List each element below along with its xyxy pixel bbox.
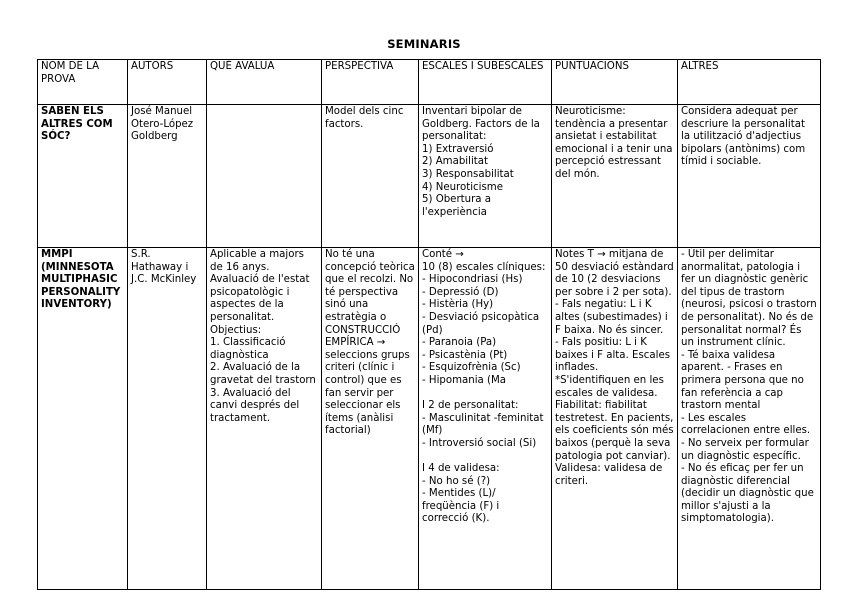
test-name-cell: MMPI (MINNESOTA MULTIPHASIC PERSONALITY INVENTORY) [38,248,128,590]
header-cell-authors: AUTORS [128,60,207,105]
test-name-cell: SABEN ELS ALTRES COM SÓC? [38,105,128,248]
header-cell-perspective: PERSPECTIVA [322,60,419,105]
seminar-table [37,59,821,590]
header-cell-name: NOM DE LA PROVA [38,60,128,105]
header-cell-scales: ESCALES I SUBESCALES [419,60,552,105]
scores-cell: Notes T → mitjana de 50 desviació estàndard de 10 (2 desviacions per sobre i 2 per sota). - Fals negatiu: L i K altes (subestimades) i F baixa. No és sincer. - Fals positiu: L i K baixes i F alta. Escales inflades. *S'identifiquen en les escales de validesa. Fiabilitat: fiabilitat testretest. En pacients, els coeficients són més baixos (perquè la seva patologia pot canviar). Validesa: validesa de criteri. [552,248,678,590]
scores-cell: Neuroticisme: tendència a presentar ansietat i estabilitat emocional i a tenir una percepció estressant del món. [552,105,678,248]
others-cell: Considera adequat per descriure la personalitat la utilització d'adjectius bipolars (antònims) com tímid i sociable. [678,105,821,248]
header-cell-others: ALTRES [678,60,821,105]
perspective-cell: Model dels cinc factors. [322,105,419,248]
authors-cell: S.R. Hathaway i J.C. McKinley [128,248,207,590]
table-header-row [38,60,821,105]
others-cell: - Útil per delimitar anormalitat, patologia i fer un diagnòstic genèric del tipus de trastorn (neurosi, psicosi o trastorn de personalitat). No és de personalitat normal? És un instrument clínic. - Té baixa validesa aparent. - Frases en primera persona que no fan referència a cap trastorn mental - Les escales correlacionen entre elles. - No serveix per formular un diagnòstic específic. - No és eficaç per fer un diagnòstic diferencial (decidir un diagnòstic que millor s'ajusti a la simptomatologia). [678,248,821,590]
table-row [38,105,821,248]
table-row [38,248,821,590]
scales-cell: Conté → 10 (8) escales clíniques: - Hipocondriasi (Hs) - Depressió (D) - Histèria (Hy) - Desviació psicopàtica (Pd) - Paranoia (Pa) - Psicastènia (Pt) - Esquizofrènia (Sc) - Hipomania (Ma I 2 de personalitat: - Masculinitat -feminitat (Mf) - Introversió social (Si) I 4 de validesa: - No ho sé (?) - Mentides (L)/ freqüència (F) i correcció (K). [419,248,552,590]
document-title: SEMINARIS [387,37,461,51]
header-cell-evaluates: QUÈ AVALUA [207,60,322,105]
perspective-cell: No té una concepció teòrica que el recolzi. No té perspectiva sinó una estratègia o CONSTRUCCIÓ EMPÍRICA → seleccions grups criteri (clínic i control) que es fan servir per seleccionar els ítems (anàlisi factorial) [322,248,419,590]
authors-cell: José Manuel Otero-López Goldberg [128,105,207,248]
header-cell-scores: PUNTUACIONS [552,60,678,105]
evaluates-cell [207,105,322,248]
evaluates-cell: Aplicable a majors de 16 anys. Avaluació de l'estat psicopatològic i aspectes de la personalitat. Objectius: 1. Classificació diagnòstica 2. Avaluació de la gravetat del trastorn 3. Avaluació del canvi després del tractament. [207,248,322,590]
scales-cell: Inventari bipolar de Goldberg. Factors de la personalitat: 1) Extraversió 2) Amabilitat 3) Responsabilitat 4) Neuroticisme 5) Obertura a l'experiència [419,105,552,248]
